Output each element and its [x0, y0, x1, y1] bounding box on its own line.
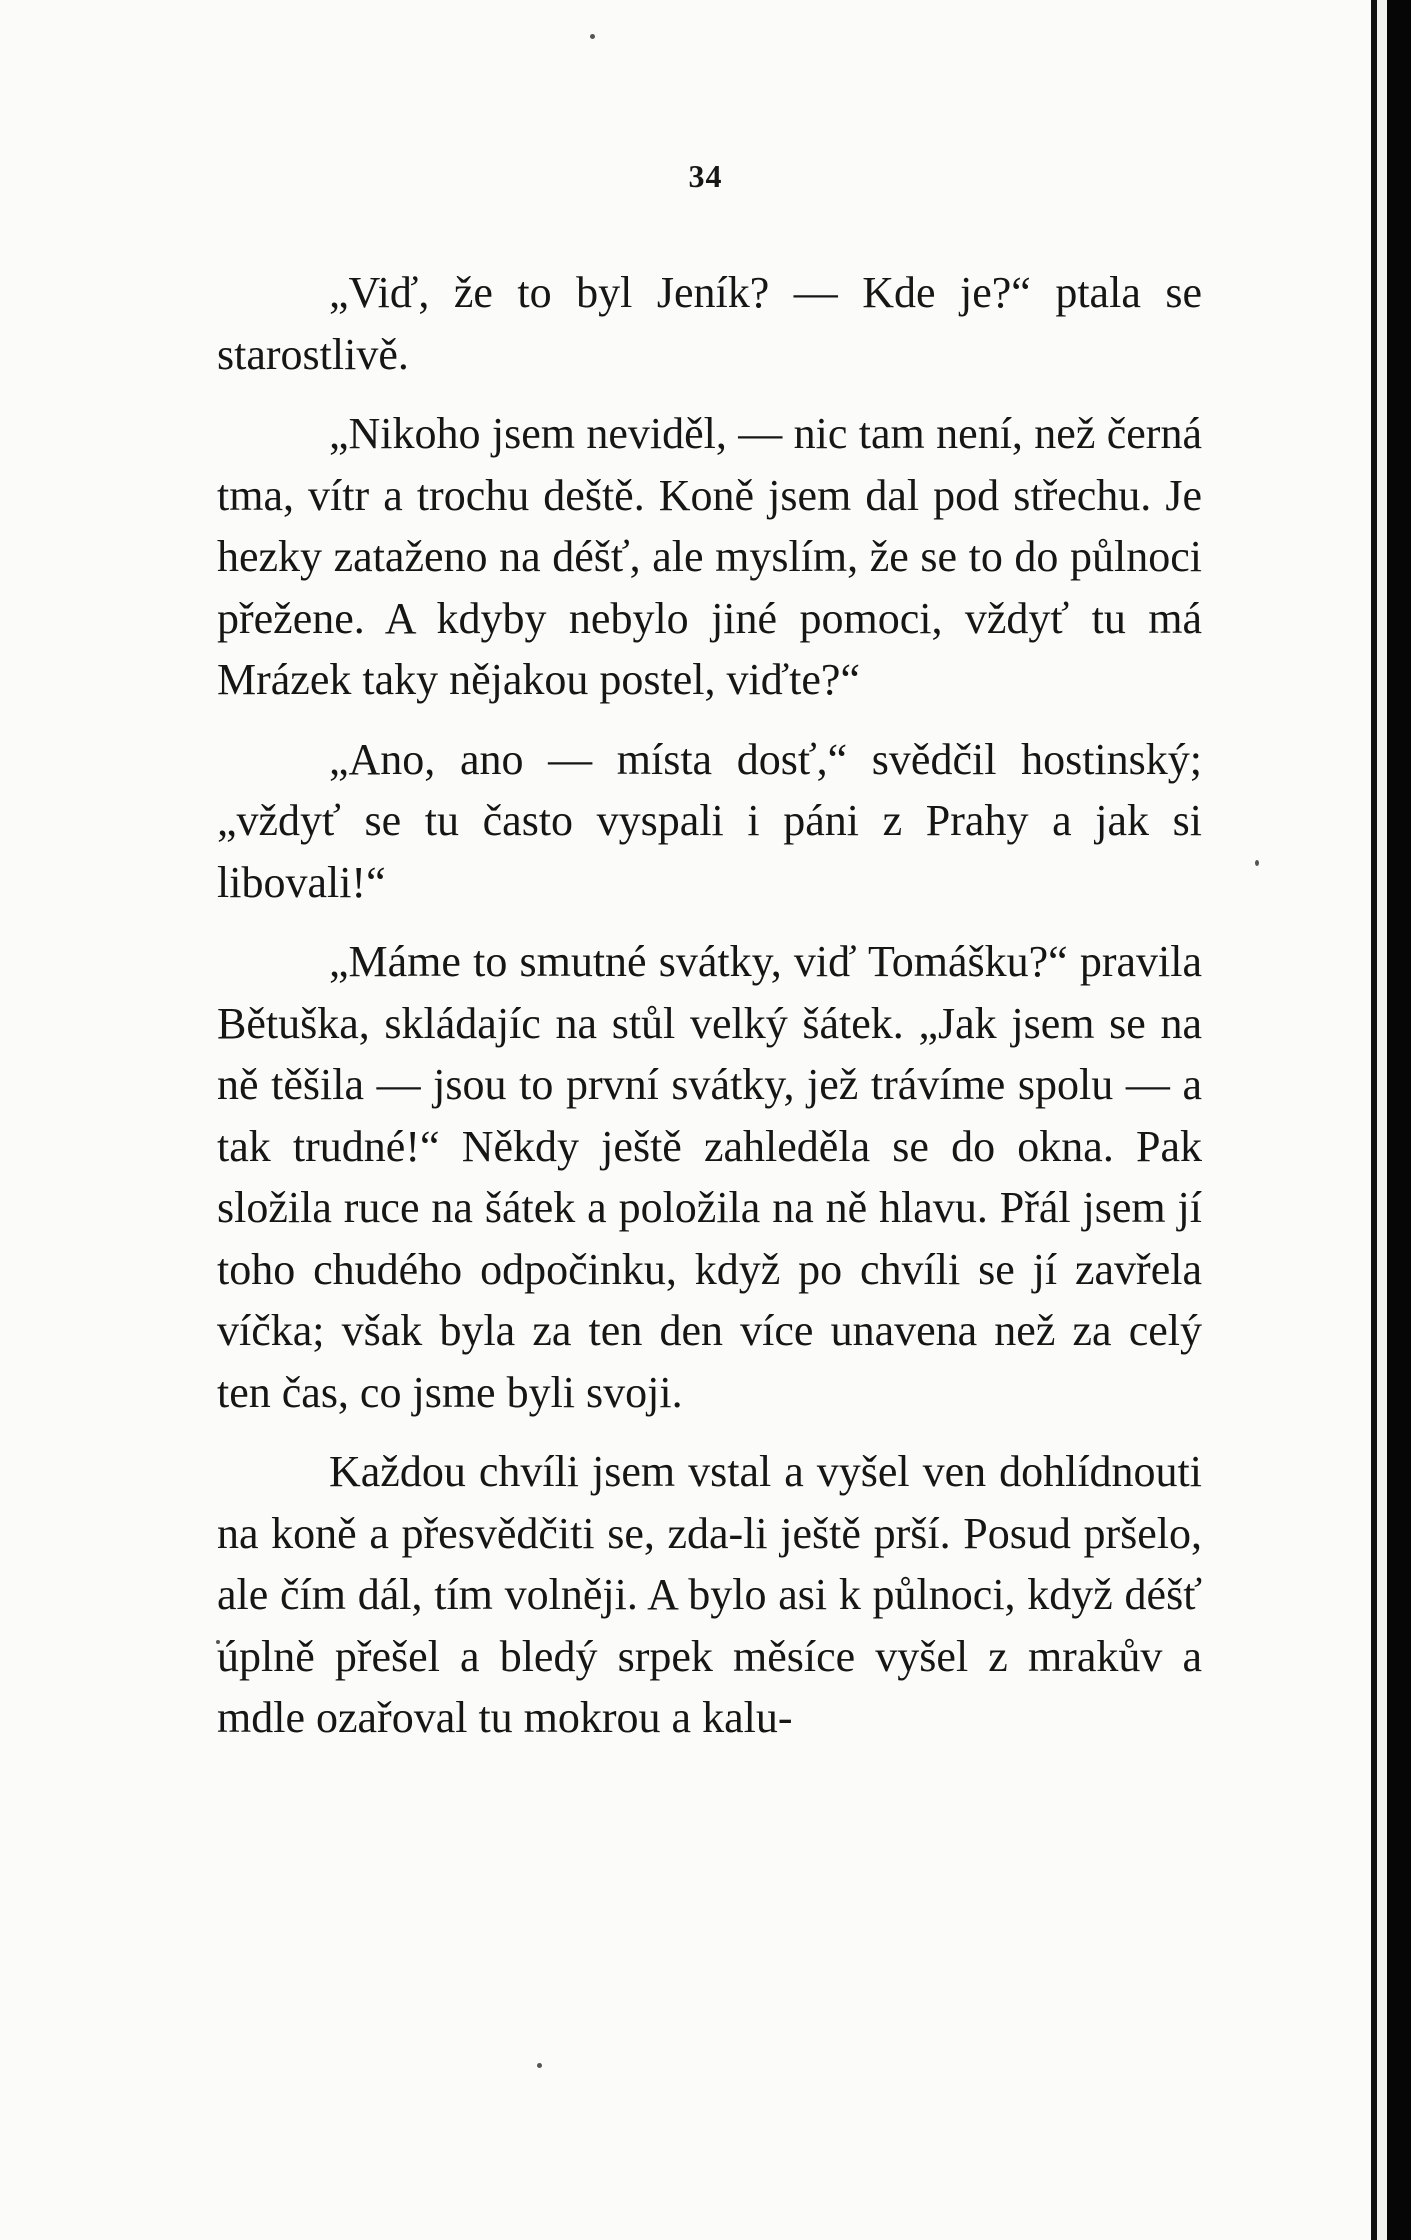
scan-speck	[1255, 860, 1259, 866]
page-number: 34	[688, 158, 723, 194]
scan-speck	[537, 2063, 542, 2068]
page-edge-line	[1371, 0, 1377, 2240]
paragraph: „Máme to smutné svátky, viď Tomášku?“ pravila Bětuška, skládajíc na stůl velký šátek. „Jak jsem se na ně těšila — jsou to první svátky, jež trávíme spolu — a tak trudné!“ Někdy ještě zahleděla se do okna. Pak složila ruce na šátek a položila na ně hlavu. Přál jsem jí toho chudého odpočinku, když po chvíli se jí zavřela víčka; však byla za ten den více unavena než za celý ten čas, co jsme byli svoji.	[217, 937, 1202, 1417]
scan-speck	[590, 34, 595, 39]
paragraph: Každou chvíli jsem vstal a vyšel ven dohlídnouti na koně a přesvědčiti se, zda-li ještě prší. Posud pršelo, ale čím dál, tím volněji. A bylo asi k půlnoci, když déšť úplně přešel a bledý srpek měsíce vyšel z mrakův a mdle ozařoval tu mokrou a kalu-	[217, 1447, 1202, 1742]
page-edge-gap	[1377, 0, 1387, 2240]
paragraph: „Nikoho jsem neviděl, — nic tam není, než černá tma, vítr a trochu deště. Koně jsem dal pod střechu. Je hezky zataženo na déšť, ale myslím, že se to do půlnoci přežene. A kdyby nebylo jiné pomoci, vždyť tu má Mrázek taky nějakou postel, viďte?“	[217, 409, 1202, 704]
paragraph: „Viď, že to byl Jeník? — Kde je?“ ptala se starostlivě.	[217, 268, 1202, 379]
book-spine-shadow	[1387, 0, 1411, 2240]
body-text	[217, 262, 1202, 1767]
paragraph: „Ano, ano — místa dosť,“ svědčil hostinský; „vždyť se tu často vyspali i páni z Prahy a jak si libovali!“	[217, 734, 1202, 907]
